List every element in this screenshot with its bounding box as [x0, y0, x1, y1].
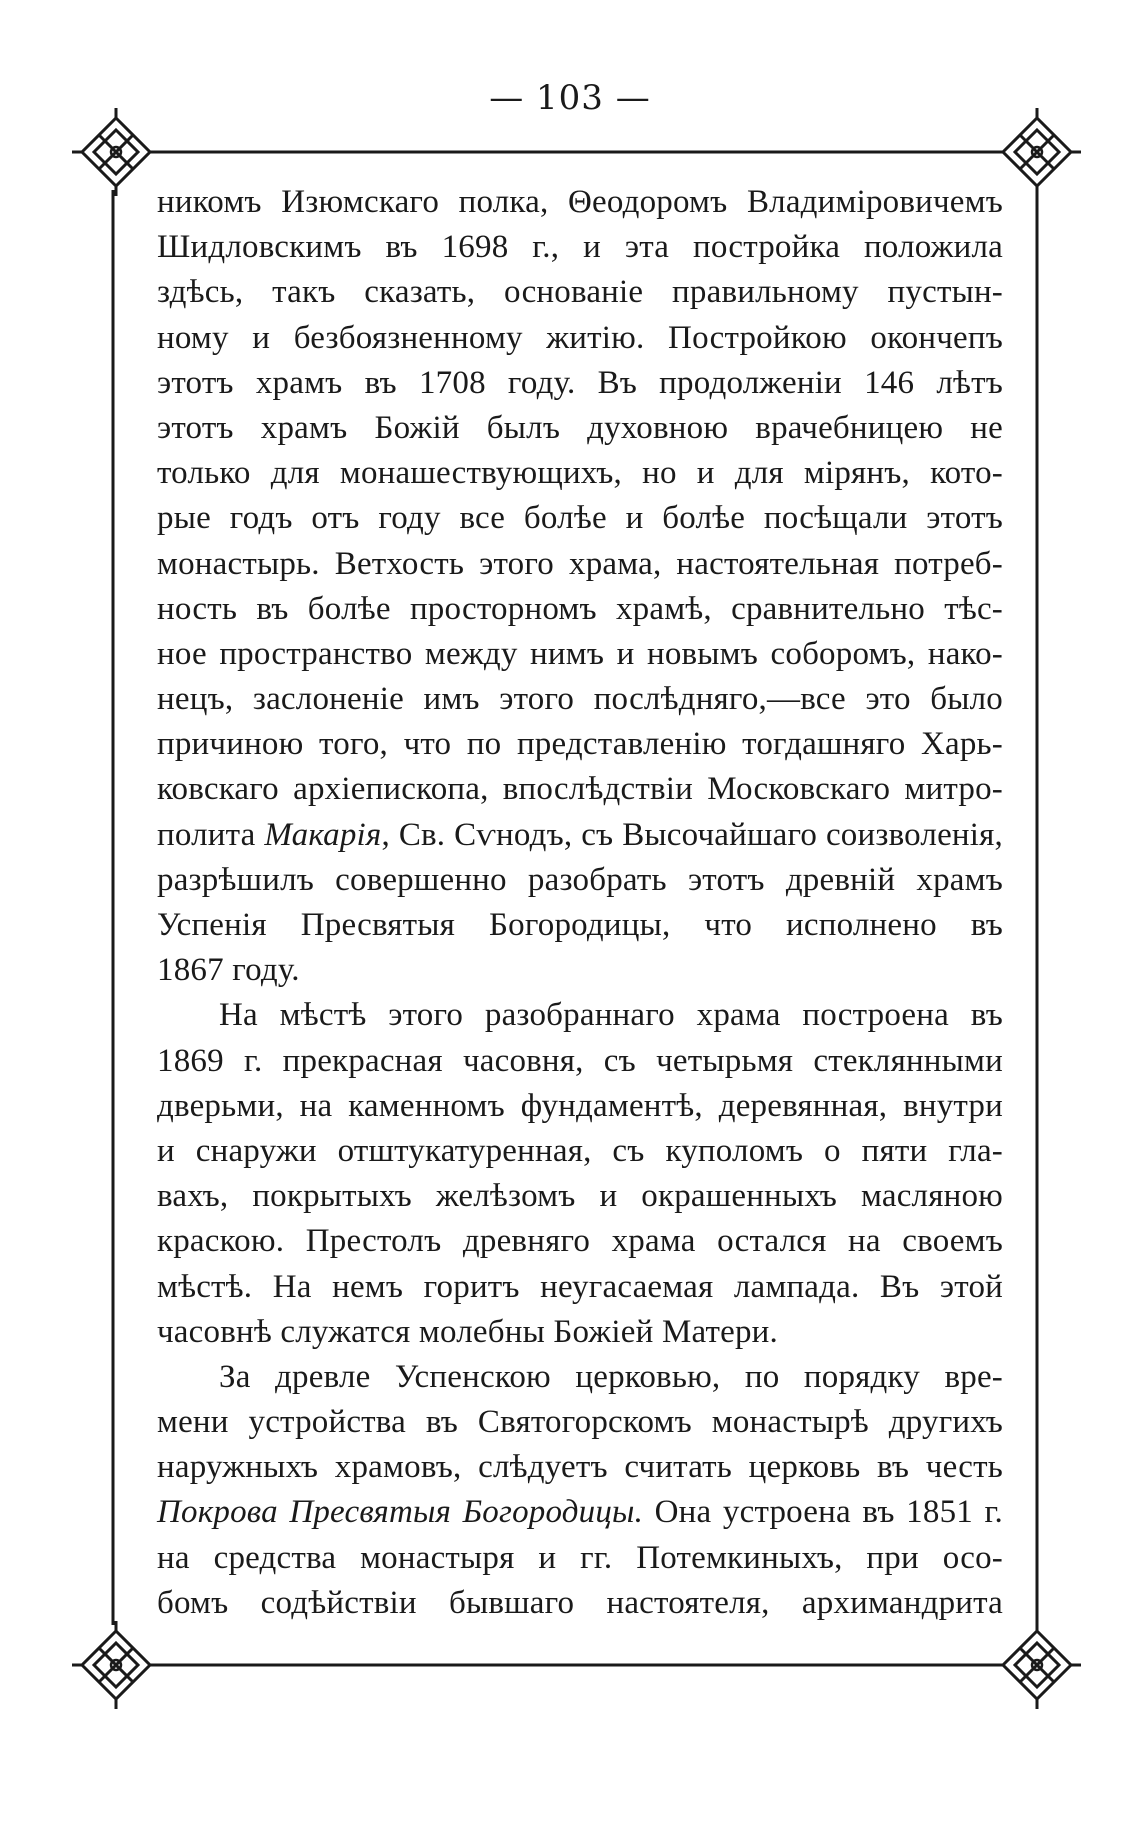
italic-church-name: Покрова Пресвятыя Богородицы.: [157, 1494, 644, 1531]
text-line: Успенія Пресвятыя Богородицы, что исполнено въ: [157, 907, 1003, 943]
text-line: [157, 1490, 1003, 1535]
text-line: и снаружи отштукатуренная, съ куполомъ о пяти гла-: [157, 1132, 1003, 1169]
paragraph: [157, 993, 1003, 1355]
corner-knot-ornament: [993, 1621, 1081, 1709]
text-line: вахъ, покрытыхъ желѣзомъ и окрашенныхъ масляною: [157, 1178, 1003, 1215]
text-line: [157, 813, 1003, 858]
text-line: За древле Успенскою церковью, по порядку вре-: [219, 1358, 1003, 1395]
text-line: никомъ Изюмскаго полка, Θеодоромъ Владиміровичемъ: [157, 184, 1003, 220]
text-line: часовнѣ служатся молебны Божіей Матери.: [157, 1313, 778, 1350]
text-line: рые годъ отъ году все болѣе и болѣе посѣщали этотъ: [157, 500, 1003, 537]
text-line: На мѣстѣ этого разобраннаго храма построена въ: [219, 997, 1003, 1034]
paragraph: [157, 180, 1003, 993]
text-line: 1869 г. прекрасная часовня, съ четырьмя стеклянными: [157, 1042, 1003, 1079]
text-line: мени устройства въ Святогорскомъ монастырѣ другихъ: [157, 1404, 1003, 1441]
text-segment: Она устроена въ 1851 г.: [643, 1494, 1003, 1531]
text-line: здѣсь, такъ сказать, основаніе правильному пустын-: [157, 274, 1003, 311]
text-line: наружныхъ храмовъ, слѣдуетъ считать церковь въ честь: [157, 1449, 1003, 1486]
text-line: дверьми, на каменномъ фундаментѣ, деревянная, внутри: [157, 1087, 1003, 1124]
text-line: ное пространство между нимъ и новымъ соборомъ, нако-: [157, 635, 1003, 672]
page-number: — 103 —: [489, 78, 651, 118]
text-line: краскою. Престолъ древняго храма остался на своемъ: [157, 1223, 1003, 1260]
text-line: на средства монастыря и гг. Потемкиныхъ, при осо-: [157, 1539, 1003, 1576]
text-line: этотъ храмъ Божій былъ духовною врачебницею не: [157, 409, 1003, 446]
corner-knot-ornament: [72, 1621, 160, 1709]
text-line: разрѣшилъ совершенно разобрать этотъ древній храмъ: [157, 861, 1003, 898]
text-line: 1867 году.: [157, 952, 300, 989]
italic-name: Макарія: [264, 816, 382, 853]
text-segment: , Св. Сѵнодъ, съ Высочайшаго соизволенія,: [381, 816, 1003, 853]
text-line: мѣстѣ. На немъ горитъ неугасаемая лампада. Въ этой: [157, 1268, 1003, 1305]
text-line: ному и безбоязненному житію. Постройкою окончепъ: [157, 319, 1003, 356]
text-line: Шидловскимъ въ 1698 г., и эта постройка положила: [157, 229, 1003, 266]
text-line: причиною того, что по представленію тогдашняго Харь-: [157, 726, 1003, 763]
text-line: ковскаго архіепископа, впослѣдствіи Московскаго митро-: [157, 771, 1003, 808]
text-line: монастырь. Ветхость этого храма, настоятельная потреб-: [157, 545, 1003, 582]
paragraph: [157, 1355, 1003, 1626]
corner-knot-ornament: [72, 108, 160, 196]
text-line: бомъ содѣйствіи бывшаго настоятеля, архимандрита: [157, 1584, 1003, 1621]
text-line: нецъ, заслоненіе имъ этого послѣдняго,—все это было: [157, 681, 1003, 718]
corner-knot-ornament: [993, 108, 1081, 196]
text-line: только для монашествующихъ, но и для мірянъ, кото-: [157, 455, 1003, 492]
text-line: ность въ болѣе просторномъ храмѣ, сравнительно тѣс-: [157, 590, 1003, 627]
body-text: [157, 180, 1003, 1626]
text-line: этотъ храмъ въ 1708 году. Въ продолженіи 146 лѣтъ: [157, 364, 1003, 401]
text-segment: полита: [157, 816, 265, 853]
